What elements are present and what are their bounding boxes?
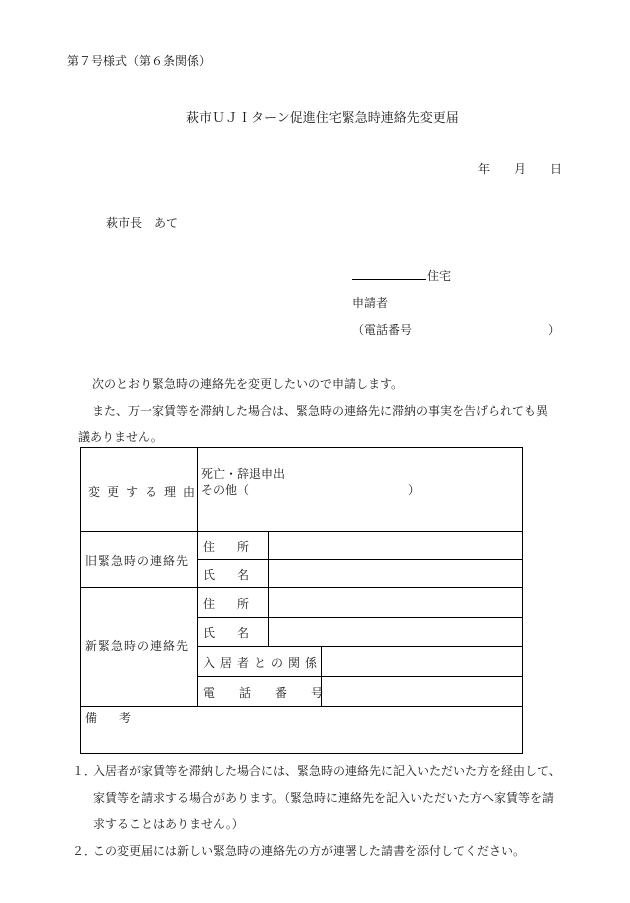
dwelling-blank: [352, 265, 426, 280]
old-address-field[interactable]: [270, 534, 520, 557]
phone-field[interactable]: [323, 679, 520, 704]
reason-option-other[interactable]: その他（: [201, 483, 250, 497]
note-2-line-1: この変更届には新しい緊急時の連絡先の方が連署した請書を添付してください。: [93, 844, 526, 858]
relation-field[interactable]: [323, 649, 520, 674]
dwelling-label: 住宅: [427, 269, 452, 283]
date-year: 年: [478, 162, 491, 176]
date-month: 月: [514, 162, 527, 176]
body-line-3: 議ありません。: [78, 430, 163, 444]
form-title: 萩市ＵＪＩターン促進住宅緊急時連絡先変更届: [186, 111, 459, 126]
new-address-label: 住所: [203, 597, 272, 611]
note-1-number: １．: [72, 764, 97, 778]
old-name-field[interactable]: [270, 562, 520, 585]
remarks-label: 備考: [85, 711, 154, 725]
addressee: 萩市長 あて: [106, 216, 179, 230]
phone-open: （電話番号: [352, 323, 413, 337]
relation-label: 入居者との関係: [203, 656, 323, 670]
remarks-field[interactable]: [83, 726, 519, 751]
note-1-line-3: 求することはありません。）: [93, 817, 244, 831]
reason-option-other-close: ）: [408, 483, 421, 497]
body-line-1: 次のとおり緊急時の連絡先を変更したいので申請します。: [92, 377, 404, 391]
phone-close: ）: [548, 323, 561, 337]
old-address-label: 住所: [203, 540, 272, 554]
body-line-2: また、万一家賃等を滞納した場合は、緊急時の連絡先に滞納の事実を告げられても異: [92, 404, 549, 418]
note-1-line-1: 入居者が家賃等を滞納した場合には、緊急時の連絡先に記入いただいた方を経由して、: [93, 764, 561, 778]
date-day: 日: [550, 162, 563, 176]
new-name-label: 氏名: [203, 626, 272, 640]
note-1-line-2: 家賃等を請求する場合があります。（緊急時に連絡先を記入いただいた方へ家賃等を請: [93, 791, 555, 805]
note-2-number: ２．: [72, 844, 97, 858]
new-address-field[interactable]: [270, 590, 520, 615]
old-contact-label: 旧緊急時の連絡先: [85, 554, 190, 568]
old-name-label: 氏名: [203, 568, 272, 582]
reason-option-withdrawal[interactable]: 死亡・辞退申出: [201, 467, 286, 481]
applicant-label: 申請者: [352, 296, 389, 310]
reason-label: 変更する理由: [88, 485, 203, 499]
new-name-field[interactable]: [270, 620, 520, 644]
new-contact-label: 新緊急時の連絡先: [85, 639, 190, 653]
phone-label: 電話番号: [203, 686, 348, 700]
form-number: 第７号様式（第６条関係）: [67, 54, 212, 68]
